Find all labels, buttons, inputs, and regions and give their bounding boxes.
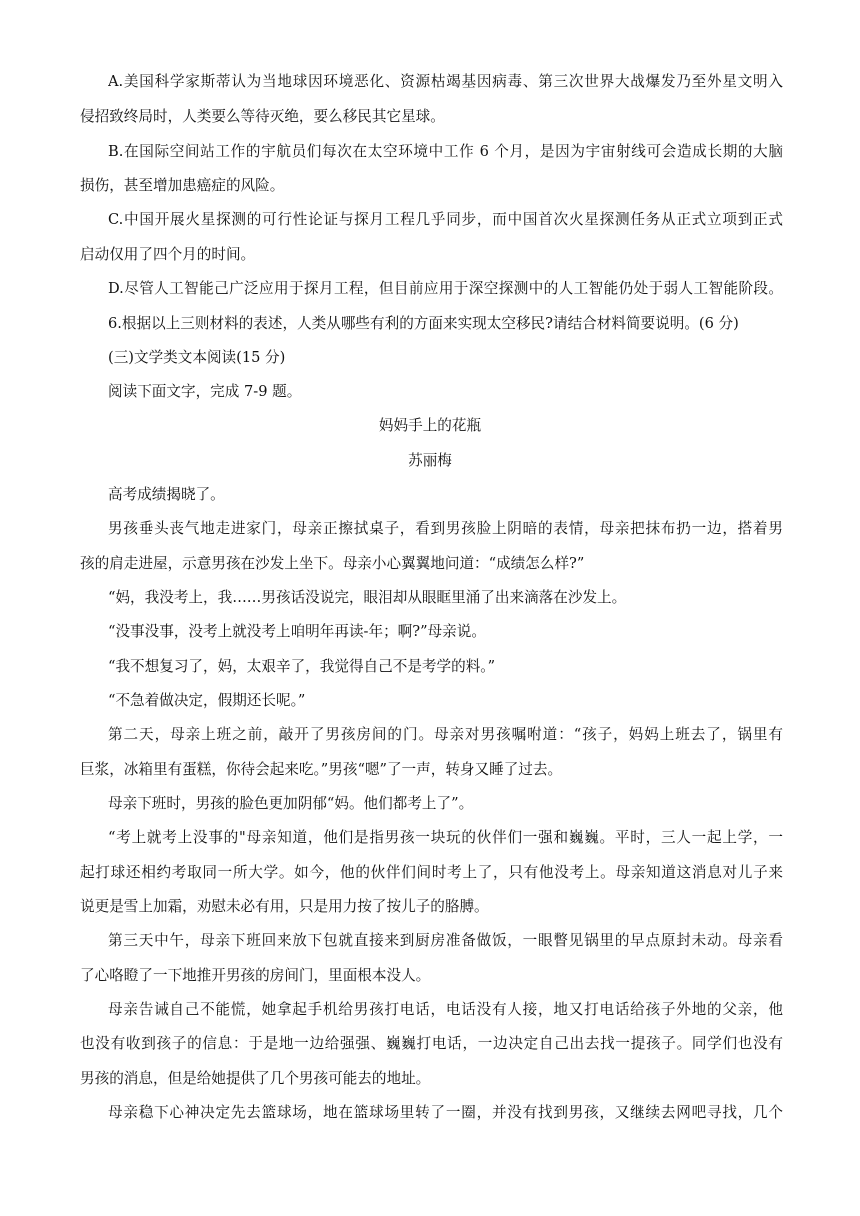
- paragraph-5: “我不想复习了，妈，太艰辛了，我觉得自己不是考学的料。”: [108, 658, 496, 675]
- option-a-line1: A.美国科学家斯蒂认为当地球因环境恶化、资源枯竭基因病毒、第三次世界大战爆发乃至外星文明入: [108, 73, 783, 90]
- question-6: 6.根据以上三则材料的表述，人类从哪些有利的方面来实现太空移民?请结合材料简要说明。(6 分): [108, 315, 739, 332]
- instruction-text: 阅读下面文字，完成 7-9 题。: [108, 383, 302, 400]
- paragraph-2-line1: 男孩垂头丧气地走进家门，母亲正擦拭桌子，看到男孩脸上阴暗的表情，母亲把抹布扔一边，搭着男: [108, 520, 783, 537]
- paragraph-8: 母亲下班时，男孩的脸色更加阴郁“妈。他们都考上了”。: [108, 795, 474, 812]
- paragraph-3: “妈，我没考上，我……男孩话没说完，眼泪却从眼眶里涌了出来滴落在沙发上。: [108, 589, 627, 606]
- option-a-line2: 侵招致终局时，人类要么等待灭绝，要么移民其它星球。: [80, 108, 445, 125]
- paragraph-11-line1: 母亲告诫自己不能慌，她拿起手机给男孩打电话，电话没有人接，地又打电话给孩子外地的父亲，他: [108, 1001, 783, 1018]
- paragraph-10-line1: 第三天中午，母亲下班回来放下包就直接来到厨房准备做饭，一眼瞥见锅里的早点原封未动。母亲看: [108, 932, 783, 949]
- paragraph-9-line3: 说更是雪上加霜，劝慰未必有用，只是用力按了按儿子的胳膊。: [80, 898, 489, 915]
- option-b-line2: 损伤，甚至增加患癌症的风险。: [80, 177, 285, 194]
- paragraph-9-line1: “考上就考上没事的"母亲知道，他们是指男孩一块玩的伙伴们一强和巍巍。平时，三人一起上学，一: [108, 829, 783, 846]
- paragraph-7-line1: 第二天，母亲上班之前，敲开了男孩房间的门。母亲对男孩嘱咐道：“孩子，妈妈上班去了，锅里有: [108, 726, 783, 743]
- paragraph-10-line2: 了心咯瞪了一下地推开男孩的房间门，里面根本没人。: [80, 967, 431, 984]
- paragraph-7-line2: 巨浆，冰箱里有蛋糕，你待会起来吃。”男孩“嗯”了一声，转身又睡了过去。: [80, 761, 563, 778]
- paragraph-9-line2: 起打球还相约考取同一所大学。如今，他的伙伴们间时考上了，只有他没考上。母亲知道这消息对儿子来: [80, 864, 783, 881]
- story-author: 苏丽梅: [408, 452, 452, 469]
- paragraph-11-line2: 也没有收到孩子的信息：于是地一边给强强、巍巍打电话，一边决定自己出去找一提孩子。同学们也没有: [80, 1035, 783, 1052]
- section-heading: (三)文学类文本阅读(15 分): [108, 349, 286, 366]
- paragraph-1: 高考成绩揭晓了。: [108, 486, 225, 503]
- paragraph-2-line2: 孩的肩走进屋，示意男孩在沙发上坐下。母亲小心翼翼地问道：“成绩怎么样?”: [80, 555, 585, 572]
- story-title: 妈妈手上的花瓶: [378, 417, 482, 434]
- option-d-line1: D.尽管人工智能己广泛应用于探月工程，但目前应用于深空探测中的人工智能仍处于弱人工智能阶段。: [108, 280, 783, 297]
- option-b-line1: B.在国际空间站工作的宇航员们每次在太空环境中工作 6 个月，是因为宇宙射线可会造成长期的大脑: [108, 143, 783, 160]
- option-c-line2: 启动仅用了四个月的时间。: [80, 246, 256, 263]
- paragraph-6: “不急着做决定，假期还长呢。”: [108, 692, 306, 709]
- paragraph-11-line3: 男孩的消息，但是给她提供了几个男孩可能去的地址。: [80, 1070, 431, 1087]
- option-c-line1: C.中国开展火星探测的可行性论证与探月工程几乎同步，而中国首次火星探测任务从正式立项到正式: [108, 211, 783, 228]
- paragraph-12-line1: 母亲稳下心神决定先去篮球场，地在篮球场里转了一圈，并没有找到男孩，又继续去网吧寻找，几个: [108, 1104, 783, 1121]
- paragraph-4: “没事没事，没考上就没考上咱明年再读-年；啊?”母亲说。: [108, 623, 486, 640]
